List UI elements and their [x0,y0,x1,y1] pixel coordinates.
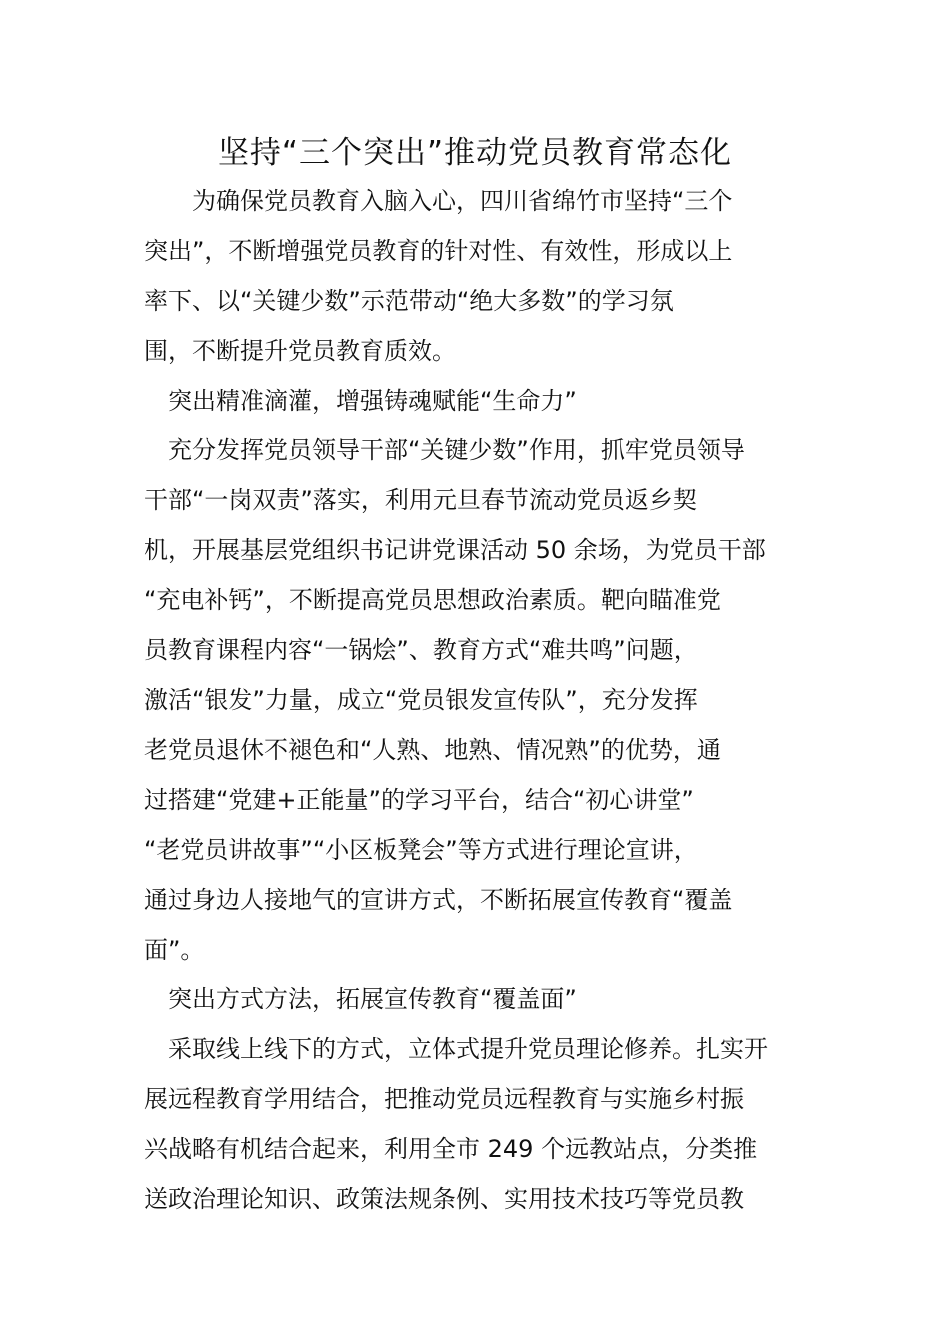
body-line: “老党员讲故事”“小区板凳会”等方式进行理论宣讲， [144,836,698,864]
body-line: 送政治理论知识、政策法规条例、实用技术技巧等党员教 [144,1185,744,1213]
body-line: 通过身边人接地气的宣讲方式，不断拓展宣传教育“覆盖 [144,886,733,914]
body-line: 机，开展基层党组织书记讲党课活动 50 余场，为党员干部 [144,536,766,564]
section-heading: 突出精准滴灌，增强铸魂赋能“生命力” [144,387,577,415]
body-line: 围，不断提升党员教育质效。 [144,337,456,365]
body-line: 干部“一岗双责”落实，利用元旦春节流动党员返乡契 [144,486,697,514]
body-line: 员教育课程内容“一锅烩”、教育方式“难共鸣”问题， [144,636,698,664]
body-line: 老党员退休不褪色和“人熟、地熟、情况熟”的优势，通 [144,736,721,764]
body-line: 过搭建“党建+正能量”的学习平台，结合“初心讲堂” [144,786,694,814]
body-line: 为确保党员教育入脑入心，四川省绵竹市坚持“三个 [144,187,733,215]
body-line: 采取线上线下的方式，立体式提升党员理论修养。扎实开 [144,1035,768,1063]
body-line: 充分发挥党员领导干部“关键少数”作用，抓牢党员领导 [144,436,745,464]
body-line: 兴战略有机结合起来，利用全市 249 个远教站点，分类推 [144,1135,758,1163]
body-line: 面”。 [144,936,205,964]
document-title: 坚持“三个突出”推动党员教育常态化 [217,135,733,171]
body-line: 激活“银发”力量，成立“党员银发宣传队”，充分发挥 [144,686,698,714]
body-line: 展远程教育学用结合，把推动党员远程教育与实施乡村振 [144,1085,744,1113]
body-line: 率下、以“关键少数”示范带动“绝大多数”的学习氛 [144,287,674,315]
body-line: 突出”，不断增强党员教育的针对性、有效性，形成以上 [144,237,733,265]
body-line: “充电补钙”，不断提高党员思想政治素质。靶向瞄准党 [144,586,721,614]
section-heading: 突出方式方法，拓展宣传教育“覆盖面” [144,985,577,1013]
